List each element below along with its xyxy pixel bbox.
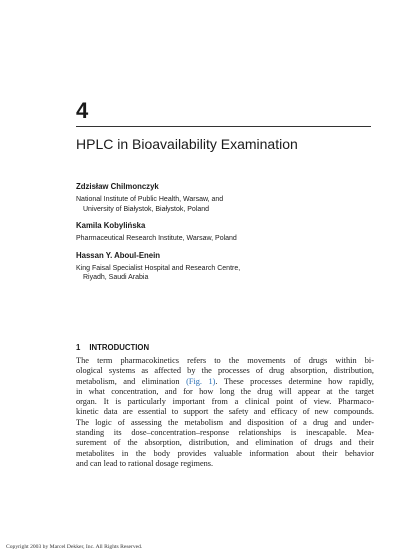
text-line: in what concentration, and for how long the drug will appear at the target bbox=[76, 386, 374, 396]
chapter-divider bbox=[76, 126, 371, 127]
body-paragraph bbox=[76, 356, 374, 469]
affiliation-line: Riyadh, Saudi Arabia bbox=[83, 274, 149, 282]
author-affiliation bbox=[76, 234, 376, 244]
author-block bbox=[76, 181, 376, 214]
text-line: metabolites in the body provides valuable information about their behavior bbox=[76, 448, 374, 458]
author-name: Kamila Kobylińska bbox=[76, 221, 146, 231]
author-name: Hassan Y. Aboul-Enein bbox=[76, 250, 161, 260]
figure-reference-link[interactable]: (Fig. 1) bbox=[186, 376, 216, 386]
text-line: The logic of assessing the metabolism and disposition of a drug and under- bbox=[76, 417, 374, 427]
chapter-number: 4 bbox=[76, 98, 89, 123]
affiliation-line: King Faisal Specialist Hospital and Research Centre, bbox=[76, 264, 241, 272]
text-line: surement of the absorption, distribution, and elimination of drugs and their bbox=[76, 438, 374, 448]
text-line: and can lead to rational dosage regimens. bbox=[76, 458, 214, 468]
text-line: The term pharmacokinetics refers to the movements of drugs within bi- bbox=[76, 356, 374, 365]
author-block bbox=[76, 250, 376, 283]
copyright-notice: Copyright 2003 by Marcel Dekker, Inc. All Rights Reserved. bbox=[6, 544, 143, 550]
text-line: kinetic data are essential to support the safety and efficacy of new compounds. bbox=[76, 407, 374, 417]
affiliation-line: National Institute of Public Health, Warsaw, and bbox=[76, 196, 224, 203]
section-number: 1 bbox=[76, 343, 81, 352]
section-title: INTRODUCTION bbox=[89, 343, 150, 352]
chapter-title: HPLC in Bioavailability Examination bbox=[76, 136, 298, 152]
affiliation-line: Pharmaceutical Research Institute, Warsaw, Poland bbox=[76, 235, 237, 243]
text-line: ological systems as affected by the processes of drug absorption, distribution, bbox=[76, 366, 374, 376]
text-segment: . These processes determine how rapidly, bbox=[215, 376, 374, 386]
author-affiliation bbox=[76, 264, 376, 283]
text-line bbox=[76, 377, 374, 387]
author-list bbox=[76, 181, 376, 289]
author-block bbox=[76, 220, 376, 244]
author-affiliation bbox=[76, 195, 376, 214]
author-name: Zdzisław Chilmonczyk bbox=[76, 182, 159, 191]
text-segment: metabolism, and elimination bbox=[76, 376, 187, 386]
affiliation-line: University of Białystok, Białystok, Poland bbox=[83, 205, 210, 213]
text-line: organ. It is particularly important from a clinical point of view. Pharmaco- bbox=[76, 397, 374, 407]
text-line: standing its dose–concentration–response relationships is inescapable. Mea- bbox=[76, 428, 374, 438]
section-heading bbox=[76, 343, 149, 352]
